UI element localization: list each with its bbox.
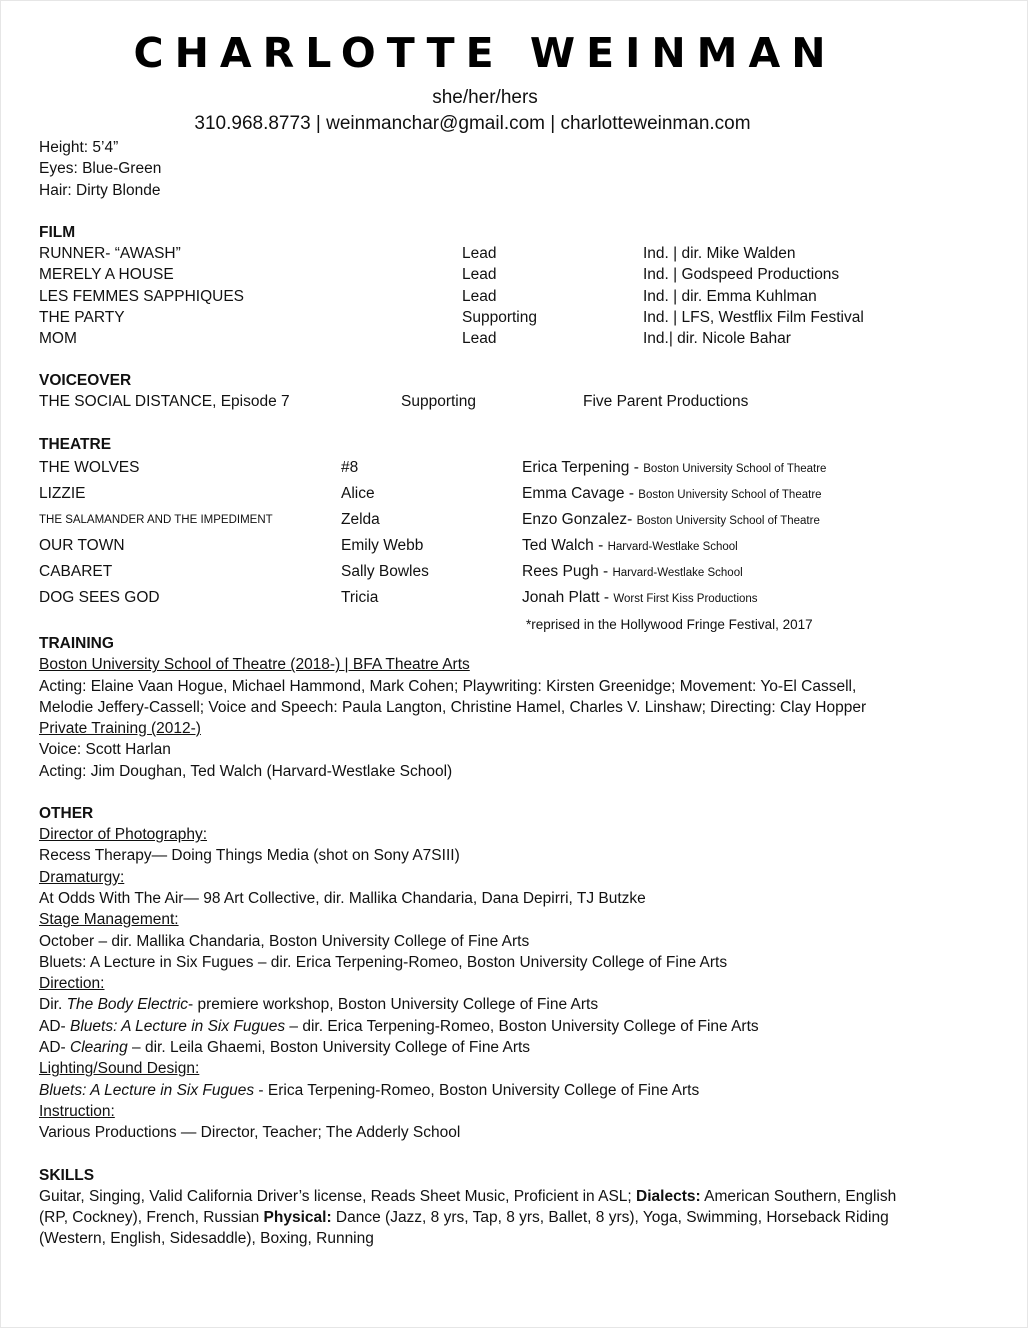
theatre-credit [522, 481, 822, 508]
film-role: Lead [462, 266, 497, 284]
theatre-row [39, 533, 939, 559]
training-school-detail: Acting: Elaine Vaan Hogue, Michael Hammond, Mark Cohen; Playwriting: Kirsten Greenidge; Movement: Yo-El Cassell, Melodie Jeffery-Cassell; Voice and Speech: Paula Langton, Christine Hamel, Charles V. Linshaw; Directing: Clay Hopper [39, 677, 867, 716]
film-row [39, 243, 939, 264]
contact-info: 310.968.8773 | weinmanchar@gmail.com | charlotteweinman.com [194, 113, 751, 134]
film-company: Ind.| dir. Nicole Bahar [643, 329, 791, 347]
pronouns: she/her/hers [432, 87, 538, 108]
direction-item: Dir. The Body Electric- premiere workshop, Boston University College of Fine Arts [39, 996, 599, 1014]
film-title: MOM [39, 329, 77, 347]
training-heading: TRAINING [39, 634, 114, 652]
theatre-row [39, 481, 939, 507]
stage-management-label: Stage Management: [39, 911, 179, 929]
voiceover-company: Five Parent Productions [583, 393, 749, 411]
skills-text: Guitar, Singing, Valid California Driver’s license, Reads Sheet Music, Proficient in ASL; Dialects: American Southern, English (RP, Cockney), French, Russian Physical: Dance (Jazz, 8 yrs, Tap, 8 yrs, Ballet, 8 yrs), Yoga, Swimming, Horseback Riding (Western, English, Sidesaddle), Boxing, Running [39, 1187, 897, 1248]
theatre-row [39, 585, 939, 611]
film-heading: FILM [39, 223, 76, 241]
theatre-director: Erica Terpening - [522, 458, 644, 476]
film-company: Ind. | dir. Mike Walden [643, 245, 796, 263]
theatre-role: Emily Webb [341, 536, 424, 554]
eyes-stat: Eyes: Blue-Green [39, 160, 162, 178]
theatre-director: Emma Cavage - [522, 484, 639, 502]
voiceover-row [39, 391, 939, 412]
film-role: Lead [462, 287, 497, 305]
theatre-row [39, 559, 939, 585]
theatre-credit [522, 533, 738, 560]
training-voice: Voice: Scott Harlan [39, 741, 171, 759]
height-stat: Height: 5’4” [39, 139, 119, 156]
instruction-label: Instruction: [39, 1102, 115, 1120]
film-row [39, 307, 939, 328]
film-row [39, 264, 939, 285]
resume-body [39, 137, 939, 1249]
theatre-credit [522, 507, 820, 534]
stage-management-item: October – dir. Mallika Chandaria, Boston University College of Fine Arts [39, 932, 530, 950]
theatre-director: Jonah Platt - [522, 588, 614, 606]
direction-item: AD- Clearing – dir. Leila Ghaemi, Boston University College of Fine Arts [39, 1039, 531, 1057]
dramaturgy-item: At Odds With The Air— 98 Art Collective, dir. Mallika Chandaria, Dana Depirri, TJ Butzke [39, 889, 646, 907]
dop-item: Recess Therapy— Doing Things Media (shot on Sony A7SIII) [39, 847, 460, 865]
voiceover-title: THE SOCIAL DISTANCE, Episode 7 [39, 393, 290, 411]
film-company: Ind. | dir. Emma Kuhlman [643, 287, 817, 305]
voiceover-heading: VOICEOVER [39, 372, 132, 390]
skills-heading: SKILLS [39, 1166, 95, 1184]
film-company: Ind. | LFS, Westflix Film Festival [643, 308, 864, 326]
lighting-sound-label: Lighting/Sound Design: [39, 1060, 200, 1078]
direction-item: AD- Bluets: A Lecture in Six Fugues – dir. Erica Terpening-Romeo, Boston University College of Fine Arts [39, 1017, 759, 1035]
other-heading: OTHER [39, 804, 94, 822]
theatre-role: Tricia [341, 588, 379, 606]
theatre-credit [522, 585, 758, 612]
film-row [39, 328, 939, 349]
resume-name: CHARLOTTE WEINMAN [133, 29, 837, 77]
dramaturgy-label: Dramaturgy: [39, 868, 125, 886]
theatre-heading: THEATRE [39, 435, 112, 453]
theatre-role: Zelda [341, 510, 380, 528]
voiceover-role: Supporting [401, 393, 476, 411]
instruction-item: Various Productions — Director, Teacher; The Adderly School [39, 1124, 461, 1142]
theatre-title: THE WOLVES [39, 458, 140, 476]
theatre-venue: Boston University School of Theatre [638, 488, 822, 501]
stage-management-item: Bluets: A Lecture in Six Fugues – dir. Erica Terpening-Romeo, Boston University College of Fine Arts [39, 953, 728, 971]
theatre-director: Rees Pugh - [522, 562, 613, 580]
theatre-role: Alice [341, 484, 375, 502]
training-acting: Acting: Jim Doughan, Ted Walch (Harvard-Westlake School) [39, 762, 453, 780]
theatre-row [39, 507, 939, 533]
film-role: Lead [462, 245, 497, 263]
direction-label: Direction: [39, 975, 105, 993]
dop-label: Director of Photography: [39, 826, 208, 844]
theatre-venue: Harvard-Westlake School [612, 566, 743, 579]
theatre-note: *reprised in the Hollywood Fringe Festival, 2017 [526, 616, 813, 632]
theatre-role: Sally Bowles [341, 562, 429, 580]
film-title: RUNNER- “AWASH” [39, 245, 181, 263]
theatre-title: LIZZIE [39, 484, 86, 502]
theatre-title: OUR TOWN [39, 536, 125, 554]
theatre-venue: Boston University School of Theatre [643, 462, 827, 475]
theatre-venue: Worst First Kiss Productions [613, 592, 758, 605]
theatre-title: CABARET [39, 562, 113, 580]
theatre-row [39, 455, 939, 481]
theatre-director: Enzo Gonzalez- [522, 510, 637, 528]
theatre-role: #8 [341, 458, 359, 476]
theatre-venue: Boston University School of Theatre [636, 514, 820, 527]
theatre-title: DOG SEES GOD [39, 588, 160, 606]
theatre-title: THE SALAMANDER AND THE IMPEDIMENT [39, 513, 273, 526]
theatre-credit [522, 559, 743, 586]
film-title: LES FEMMES SAPPHIQUES [39, 287, 244, 305]
lighting-sound-item: Bluets: A Lecture in Six Fugues - Erica Terpening-Romeo, Boston University College of Fine Arts [39, 1081, 700, 1099]
film-title: THE PARTY [39, 308, 125, 326]
theatre-credit [522, 455, 826, 482]
film-company: Ind. | Godspeed Productions [643, 266, 840, 284]
theatre-venue: Harvard-Westlake School [607, 540, 738, 553]
training-school: Boston University School of Theatre (2018-) | BFA Theatre Arts [39, 656, 470, 674]
training-private: Private Training (2012-) [39, 719, 201, 737]
film-role: Lead [462, 329, 497, 347]
theatre-director: Ted Walch - [522, 536, 608, 554]
hair-stat: Hair: Dirty Blonde [39, 181, 161, 199]
film-role: Supporting [462, 308, 537, 326]
film-title: MERELY A HOUSE [39, 266, 174, 284]
theatre-note-row [39, 611, 939, 633]
film-row [39, 286, 939, 307]
